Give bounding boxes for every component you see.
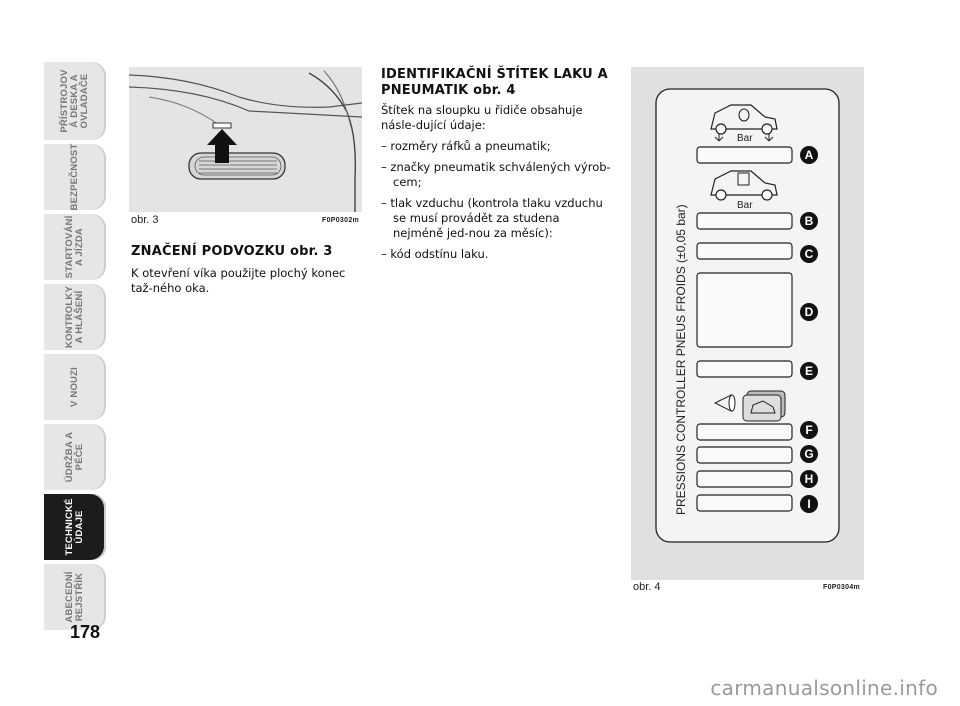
tab-label: TECHNICKÉ ÚDAJE — [64, 498, 85, 556]
tyre-pressure-label-illustration — [631, 67, 864, 580]
tab-label: PŘÍSTROJOV Á DESKA A OVLADAČE — [59, 69, 90, 133]
tab-v-nouzi[interactable] — [44, 354, 106, 420]
figure-4-code: F0P0304m — [823, 584, 861, 591]
figure-3-caption: obr. 3 — [131, 214, 159, 226]
list-item: – značky pneumatik schválených výrob-cem; — [381, 160, 611, 189]
tab-label: ÚDRŽBA A PÉČE — [64, 431, 85, 483]
tab-label: BEZPEČNOST — [69, 143, 80, 211]
bar-unit-label: Bar — [737, 200, 753, 211]
list-item: – kód odstínu laku. — [381, 247, 489, 261]
figure-3-image — [129, 67, 362, 212]
heading-line-2: PNEUMATIK — [381, 83, 469, 98]
figure-4-image — [631, 67, 864, 580]
intro-text: Štítek na sloupku u řidiče obsahuje násle-dující údaje: — [381, 103, 583, 132]
marker-h: H — [804, 472, 814, 486]
marker-e: E — [804, 364, 814, 378]
tab-udrzba[interactable] — [44, 424, 106, 490]
tab-technicke-udaje[interactable] — [44, 494, 106, 560]
page-number: 178 — [70, 622, 101, 642]
marker-c: C — [804, 247, 814, 261]
marker-i: I — [807, 497, 811, 511]
label-vertical-text: PRESSIONS CONTROLLER PNEUS FROIDS (±0,05 bar) — [674, 204, 688, 515]
tab-label: V NOUZI — [69, 367, 80, 407]
tab-label: KONTROLKY A HLÁŠENÍ — [64, 286, 85, 348]
marker-g: G — [804, 447, 814, 461]
tab-label: STARTOVÁNÍ A JÍZDA — [64, 215, 85, 279]
section-podvozek-body: K otevření víka použijte plochý konec taž-ného oka. — [131, 266, 346, 295]
figure-3-code: F0P0302m — [322, 217, 360, 224]
list-item: – rozměry ráfků a pneumatik; — [381, 139, 551, 153]
tab-label: ABECEDNÍ REJSTŘÍK — [64, 571, 85, 623]
watermark: carmanualsonline.info — [710, 676, 938, 700]
heading-text: ZNAČENÍ PODVOZKU — [131, 244, 286, 259]
marker-a: A — [804, 148, 814, 162]
marker-f: F — [805, 423, 813, 437]
marker-d: D — [804, 305, 814, 319]
section-stitek-heading — [381, 67, 621, 99]
heading-figure-ref: obr. 4 — [473, 83, 516, 98]
heading-line-1: IDENTIFIKAČNÍ ŠTÍTEK LAKU A — [381, 67, 608, 82]
tab-abecedni-rejstrik[interactable] — [44, 564, 106, 630]
tab-pristrojova-deska[interactable] — [44, 62, 106, 140]
tab-startovani[interactable] — [44, 214, 106, 280]
tab-kontrolky[interactable] — [44, 284, 106, 350]
heading-figure-ref: obr. 3 — [290, 244, 333, 259]
bar-unit-label: Bar — [737, 133, 753, 144]
marker-b: B — [804, 214, 814, 228]
vehicle-rear-illustration — [129, 67, 362, 212]
tab-bezpecnost[interactable] — [44, 144, 106, 210]
list-item: – tlak vzduchu (kontrola tlaku vzduchu se musí provádět za studena nejméně jed-nou za měsíc): — [381, 196, 603, 240]
section-podvozek-heading — [131, 244, 333, 260]
figure-4-caption: obr. 4 — [633, 581, 661, 593]
section-stitek-body — [381, 103, 613, 262]
